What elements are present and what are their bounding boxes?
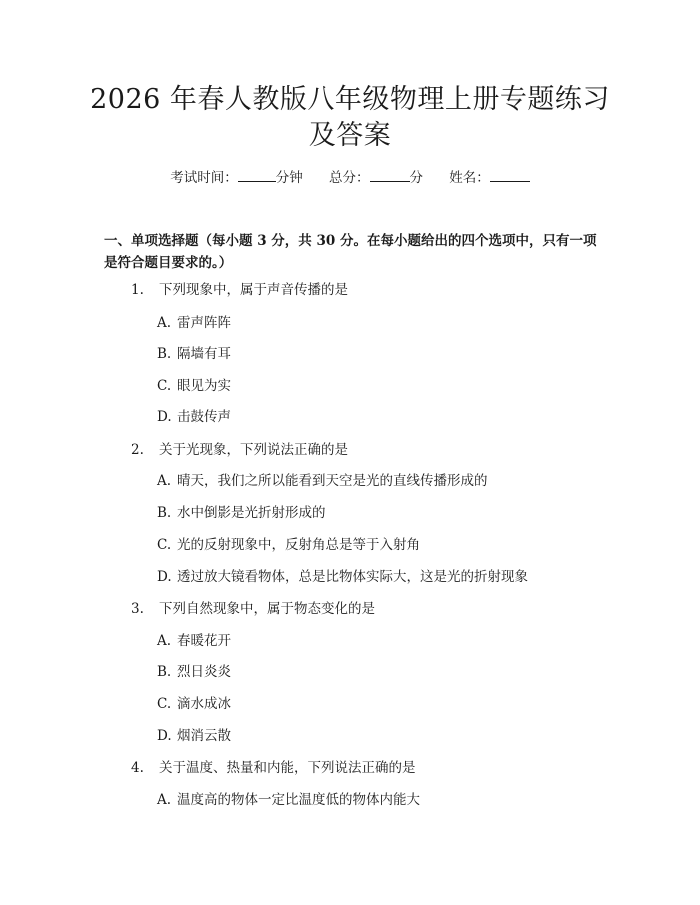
- option-letter: D.: [157, 409, 172, 425]
- question-number: 3.: [131, 601, 144, 617]
- total-score-label: 总分：: [329, 170, 370, 186]
- option-text: 水中倒影是光折射形成的: [177, 505, 326, 521]
- exam-time-blank: [238, 169, 276, 182]
- total-score-blank: [370, 169, 410, 182]
- question-4: [131, 758, 416, 778]
- option-text: 击鼓传声: [177, 409, 231, 425]
- option-2d: [157, 567, 528, 587]
- option-letter: D.: [157, 728, 172, 744]
- exam-time-unit: 分钟: [275, 170, 303, 186]
- option-text: 烈日炎炎: [177, 664, 231, 680]
- option-letter: B.: [157, 664, 172, 680]
- option-letter: A.: [157, 633, 172, 649]
- page-title: 2026 年春人教版八年级物理上册专题练习及答案: [90, 84, 610, 151]
- option-letter: A.: [157, 792, 172, 808]
- option-text: 温度高的物体一定比温度低的物体内能大: [177, 792, 420, 808]
- question-1: [131, 280, 348, 300]
- option-3a: [157, 631, 231, 651]
- option-1b: [157, 344, 231, 364]
- exam-time-field: [170, 168, 303, 188]
- exam-info-line: [0, 168, 700, 188]
- question-3: [131, 599, 375, 619]
- total-score-unit: 分: [409, 170, 423, 186]
- option-letter: B.: [157, 346, 172, 362]
- question-text: 下列现象中，属于声音传播的是: [159, 282, 348, 298]
- option-1d: [157, 407, 231, 427]
- option-2a: [157, 471, 488, 491]
- total-score-field: [329, 168, 423, 188]
- option-text: 透过放大镜看物体，总是比物体实际大，这是光的折射现象: [177, 569, 528, 585]
- question-text: 关于温度、热量和内能，下列说法正确的是: [159, 760, 416, 776]
- option-text: 春暖花开: [177, 633, 231, 649]
- option-3b: [157, 662, 231, 682]
- option-text: 光的反射现象中，反射角总是等于入射角: [177, 537, 420, 553]
- option-text: 晴天，我们之所以能看到天空是光的直线传播形成的: [177, 473, 488, 489]
- option-3c: [157, 694, 231, 714]
- option-text: 眼见为实: [177, 378, 231, 394]
- section-heading: 一、单项选择题（每小题 3 分，共 30 分。在每小题给出的四个选项中，只有一项是符合题目要求的。）: [104, 233, 597, 271]
- question-number: 4.: [131, 760, 144, 776]
- option-letter: A.: [157, 473, 172, 489]
- name-field: [449, 168, 530, 188]
- option-letter: C.: [157, 378, 172, 394]
- option-letter: C.: [157, 537, 172, 553]
- option-4a: [157, 790, 420, 810]
- option-1c: [157, 376, 231, 396]
- name-blank: [490, 169, 530, 182]
- question-number: 1.: [131, 282, 144, 298]
- question-2: [131, 440, 348, 460]
- name-label: 姓名：: [449, 170, 490, 186]
- option-3d: [157, 726, 231, 746]
- option-text: 雷声阵阵: [177, 315, 231, 331]
- question-number: 2.: [131, 442, 144, 458]
- option-letter: B.: [157, 505, 172, 521]
- option-letter: C.: [157, 696, 172, 712]
- option-text: 滴水成冰: [177, 696, 231, 712]
- exam-time-label: 考试时间：: [170, 170, 238, 186]
- option-letter: D.: [157, 569, 172, 585]
- option-1a: [157, 313, 231, 333]
- option-text: 隔墙有耳: [177, 346, 231, 362]
- option-2b: [157, 503, 326, 523]
- option-2c: [157, 535, 420, 555]
- question-text: 关于光现象，下列说法正确的是: [159, 442, 348, 458]
- option-text: 烟消云散: [177, 728, 231, 744]
- question-text: 下列自然现象中，属于物态变化的是: [159, 601, 375, 617]
- option-letter: A.: [157, 315, 172, 331]
